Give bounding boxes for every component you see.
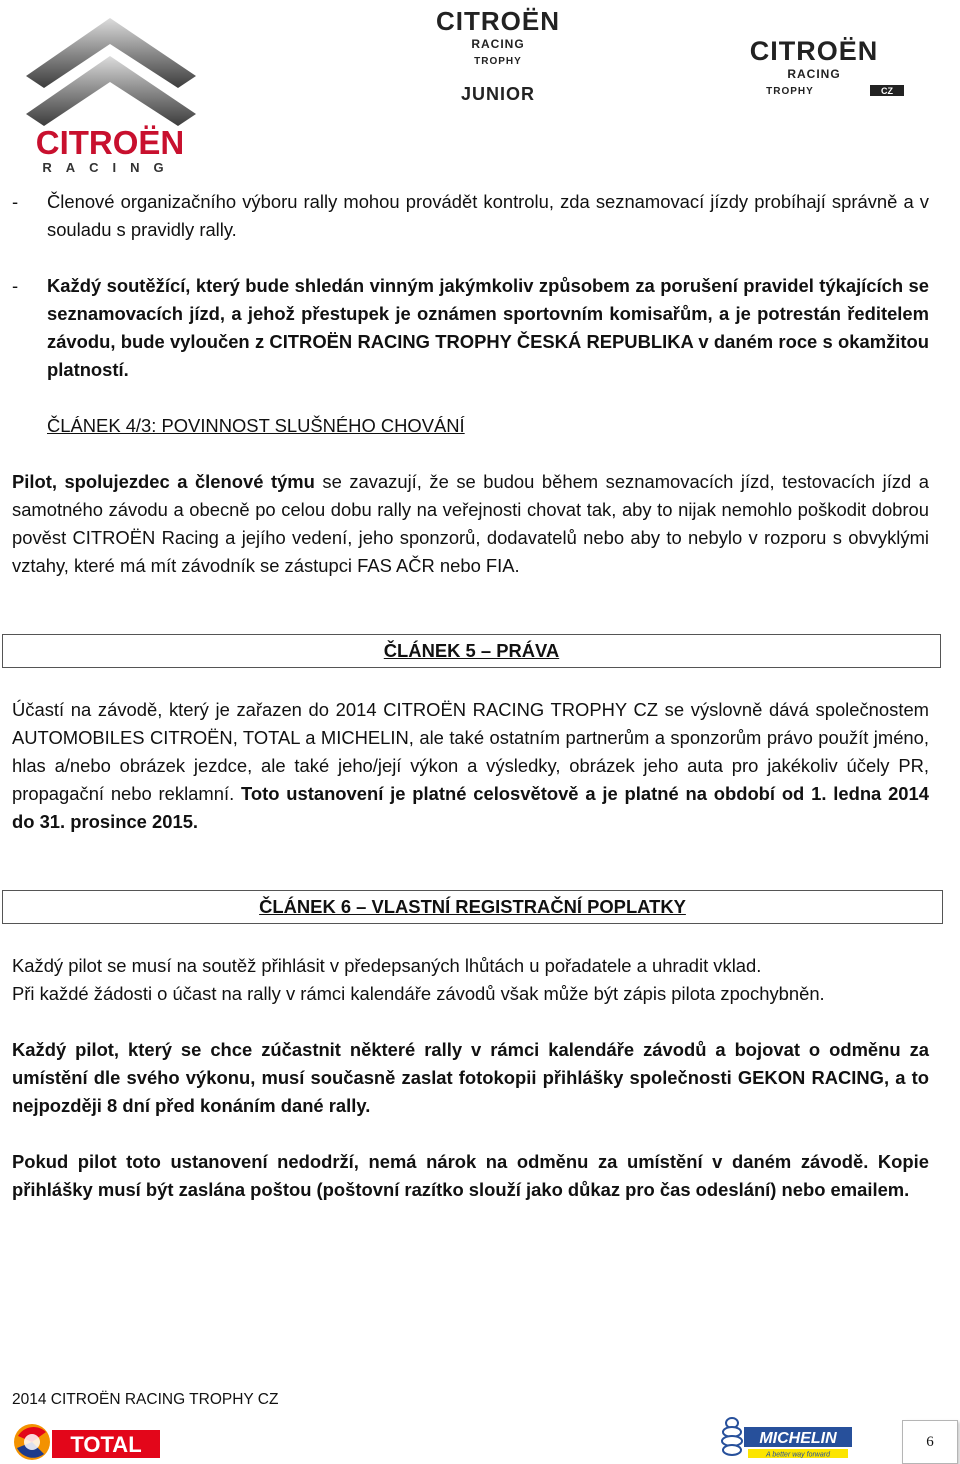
cz-logo-racing: RACING	[787, 67, 841, 81]
page-number: 6	[902, 1420, 958, 1464]
article-6-heading	[2, 890, 943, 924]
article-6-p1-line2: Při každé žádosti o účast na rally v rámci kalendáře závodů však může být zápis pilota zpochybněn.	[12, 983, 825, 1004]
article-6-p1-line1: Každý pilot se musí na soutěž přihlásit v předepsaných lhůtách u pořadatele a uhradit vklad.	[12, 955, 762, 976]
article-5-heading	[2, 634, 941, 668]
junior-logo-trophy: TROPHY	[474, 56, 522, 67]
article-5-body	[12, 696, 929, 836]
article-5-bold-text: Toto ustanovení je platné celosvětově a je platné na období od 1. ledna 2014 do 31. prosince 2015.	[12, 783, 929, 832]
article-4-3-text: se zavazují, že se budou během seznamovacích jízd, testovacích jízd a samotného závodu a obecně po celou dobu rally na veřejnosti chovat tak, aby to nijak nemohlo poškodit dobrou pověst CITROËN Racing a jejího vedení, jeho sponzorů, dodavatelů nebo aby to nebylo v rozporu s obvyklými vztahy, které má mít závodník se zástupci FAS AČR nebo FIA.	[12, 471, 930, 576]
michelin-man-icon	[722, 1418, 742, 1455]
article-5-title: ČLÁNEK 5 – PRÁVA	[383, 640, 560, 661]
article-6-body	[12, 952, 929, 1204]
article-5-paragraph	[12, 696, 929, 836]
cz-logo-citroen: CITROËN	[749, 36, 879, 66]
citroen-racing-logo	[8, 14, 213, 174]
junior-logo-junior: JUNIOR	[460, 84, 536, 104]
article-5-text: Účastí na závodě, který je zařazen do 2014 CITROËN RACING TROPHY CZ se výslovně dává společnostem AUTOMOBILES CITROËN, TOTAL a MICHELIN, ale také ostatním partnerům a sponzorům právo použít jméno, hlas a/nebo obrázek jezdce, ale také jeho/její výkon a výsledky, obrázek jeho auta pro jakékoliv účely PR, propagační nebo reklamní.	[12, 699, 929, 804]
article-6-p3: Pokud pilot toto ustanovení nedodrží, nemá nárok na odměnu za umístění v daném závodě. Kopie přihlášky musí být zaslána poštou (poštovní razítko slouží jako důkaz pro čas odeslání) nebo emailem.	[12, 1151, 929, 1200]
bullet-text: Každý soutěžící, který bude shledán vinným jakýmkoliv způsobem za porušení pravidel týkajících se seznamovacích jízd, a jehož přestupek je oznámen sportovním komisařům, a je potrestán ředitelem závodu, bude vyloučen z CITROËN RACING TROPHY ČESKÁ REPUBLIKA v daném roce s okamžitou platností.	[47, 275, 929, 380]
document-body	[12, 188, 929, 580]
citroen-racing-trophy-junior-logo	[408, 4, 588, 104]
cz-logo-trophy: TROPHY	[766, 86, 814, 97]
cz-badge: CZ	[881, 86, 893, 96]
michelin-tagline: A better way forward	[766, 1451, 830, 1459]
racing-wordmark: RACING	[42, 160, 178, 174]
bullet-dash: -	[12, 191, 19, 212]
total-wordmark: TOTAL	[70, 1432, 142, 1457]
junior-logo-racing: RACING	[471, 37, 525, 51]
citroen-wordmark: CITROËN	[35, 124, 185, 161]
footer-title: 2014 CITROËN RACING TROPHY CZ	[12, 1391, 279, 1408]
bullet-text: Členové organizačního výboru rally mohou provádět kontrolu, zda seznamovací jízdy probíhají správně a v souladu s pravidly rally.	[47, 191, 929, 240]
article-6-title: ČLÁNEK 6 – VLASTNÍ REGISTRAČNÍ POPLATKY	[259, 896, 686, 917]
article-6-p2: Každý pilot, který se chce zúčastnit některé rally v rámci kalendáře závodů a bojovat o odměnu za umístění dle svého výkonu, musí současně zaslat fotokopii přihlášky společnosti GEKON RACING, a to nejpozději 8 dní před konáním dané rally.	[12, 1039, 929, 1116]
bullet-disqualification	[12, 272, 929, 384]
article-4-3-bold-lead: Pilot, spolujezdec a členové týmu	[12, 471, 315, 492]
bullet-dash: -	[12, 275, 19, 296]
article-4-3-title: ČLÁNEK 4/3: POVINNOST SLUŠNÉHO CHOVÁNÍ	[47, 415, 465, 436]
bullet-organizing-committee	[12, 188, 929, 244]
michelin-logo	[718, 1413, 854, 1461]
article-4-3-paragraph	[12, 468, 929, 580]
junior-logo-citroen: CITROËN	[436, 6, 560, 36]
total-logo	[12, 1418, 164, 1464]
michelin-wordmark: MICHELIN	[759, 1430, 837, 1447]
citroen-racing-trophy-cz-logo	[718, 36, 916, 100]
